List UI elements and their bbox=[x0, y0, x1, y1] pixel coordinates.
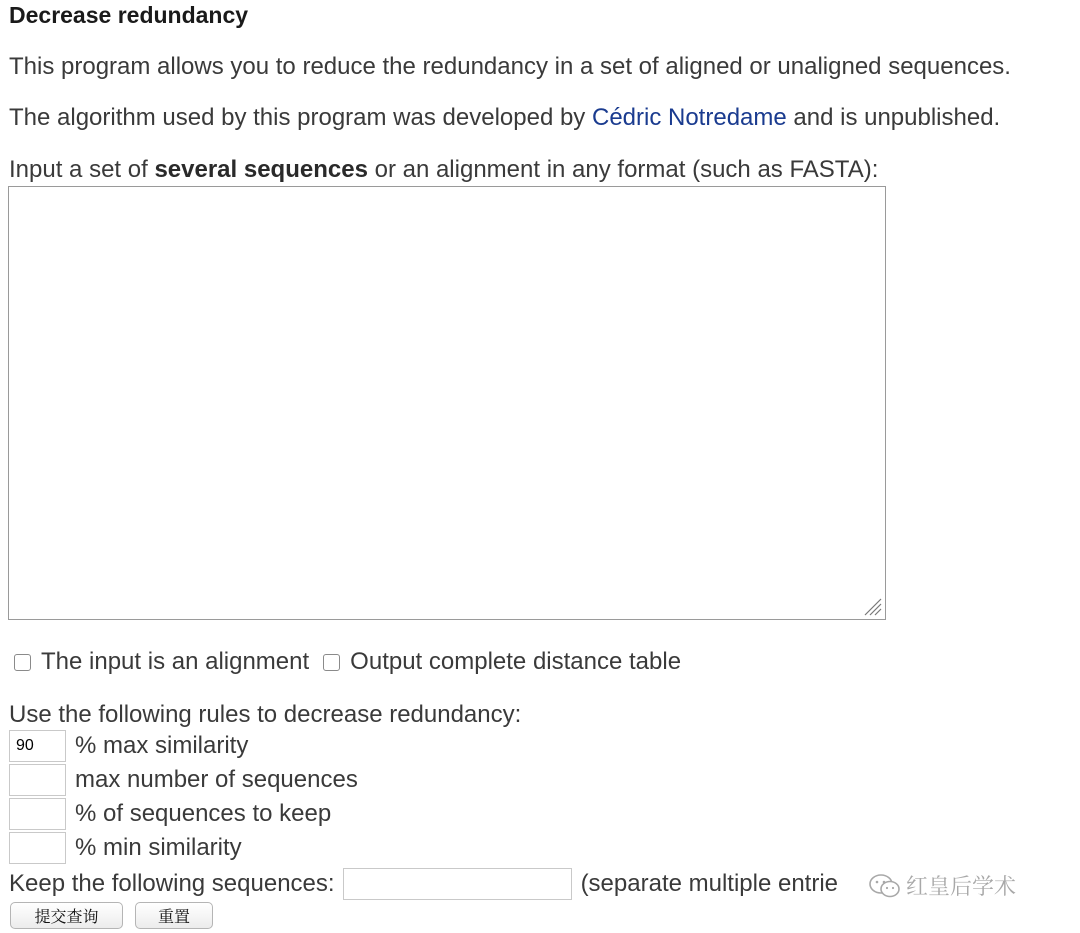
max-sequences-label: max number of sequences bbox=[75, 766, 358, 793]
keep-sequences-hint: (separate multiple entrie bbox=[580, 870, 839, 897]
input-instructions-after: or an alignment in any format (such as FASTA): bbox=[367, 156, 879, 183]
algorithm-credit bbox=[9, 103, 1000, 133]
keep-sequences-input[interactable] bbox=[343, 868, 572, 900]
rule-max-sequences bbox=[9, 764, 358, 796]
keep-percent-input[interactable] bbox=[9, 798, 66, 830]
rules-heading: Use the following rules to decrease redundancy: bbox=[9, 701, 522, 728]
input-instructions bbox=[9, 155, 878, 185]
alignment-checkbox-label: The input is an alignment bbox=[41, 648, 310, 675]
max-similarity-input[interactable] bbox=[9, 730, 66, 762]
resize-grip-icon[interactable] bbox=[862, 596, 882, 616]
submit-button[interactable]: 提交查询 bbox=[10, 902, 123, 929]
reset-button[interactable]: 重置 bbox=[135, 902, 213, 929]
keep-sequences-label: Keep the following sequences: bbox=[9, 870, 335, 897]
keep-sequences-row bbox=[9, 867, 838, 901]
input-instructions-before: Input a set of bbox=[9, 156, 155, 183]
options-row bbox=[14, 645, 681, 679]
watermark-text: 红皇后学术 bbox=[906, 875, 1017, 900]
max-sequences-input[interactable] bbox=[9, 764, 66, 796]
alignment-checkbox[interactable] bbox=[14, 654, 31, 671]
algorithm-text-after: and is unpublished. bbox=[786, 104, 1001, 131]
rule-keep-percent bbox=[9, 798, 331, 830]
rule-min-similarity bbox=[9, 832, 242, 864]
author-link[interactable]: Cédric Notredame bbox=[591, 104, 787, 131]
min-similarity-input[interactable] bbox=[9, 832, 66, 864]
algorithm-text-before: The algorithm used by this program was developed by bbox=[9, 104, 592, 131]
distance-table-checkbox[interactable] bbox=[323, 654, 340, 671]
distance-table-checkbox-label: Output complete distance table bbox=[350, 648, 682, 675]
wechat-icon bbox=[868, 873, 902, 899]
input-instructions-bold: several sequences bbox=[154, 156, 368, 183]
watermark bbox=[868, 870, 1016, 901]
min-similarity-label: % min similarity bbox=[75, 834, 242, 861]
intro-text: This program allows you to reduce the redundancy in a set of aligned or unaligned sequences. bbox=[9, 53, 1011, 80]
keep-percent-label: % of sequences to keep bbox=[75, 800, 332, 827]
sequences-textarea[interactable] bbox=[8, 186, 886, 620]
rule-max-similarity bbox=[9, 730, 248, 762]
max-similarity-label: % max similarity bbox=[75, 732, 249, 759]
page-title: Decrease redundancy bbox=[9, 2, 249, 28]
